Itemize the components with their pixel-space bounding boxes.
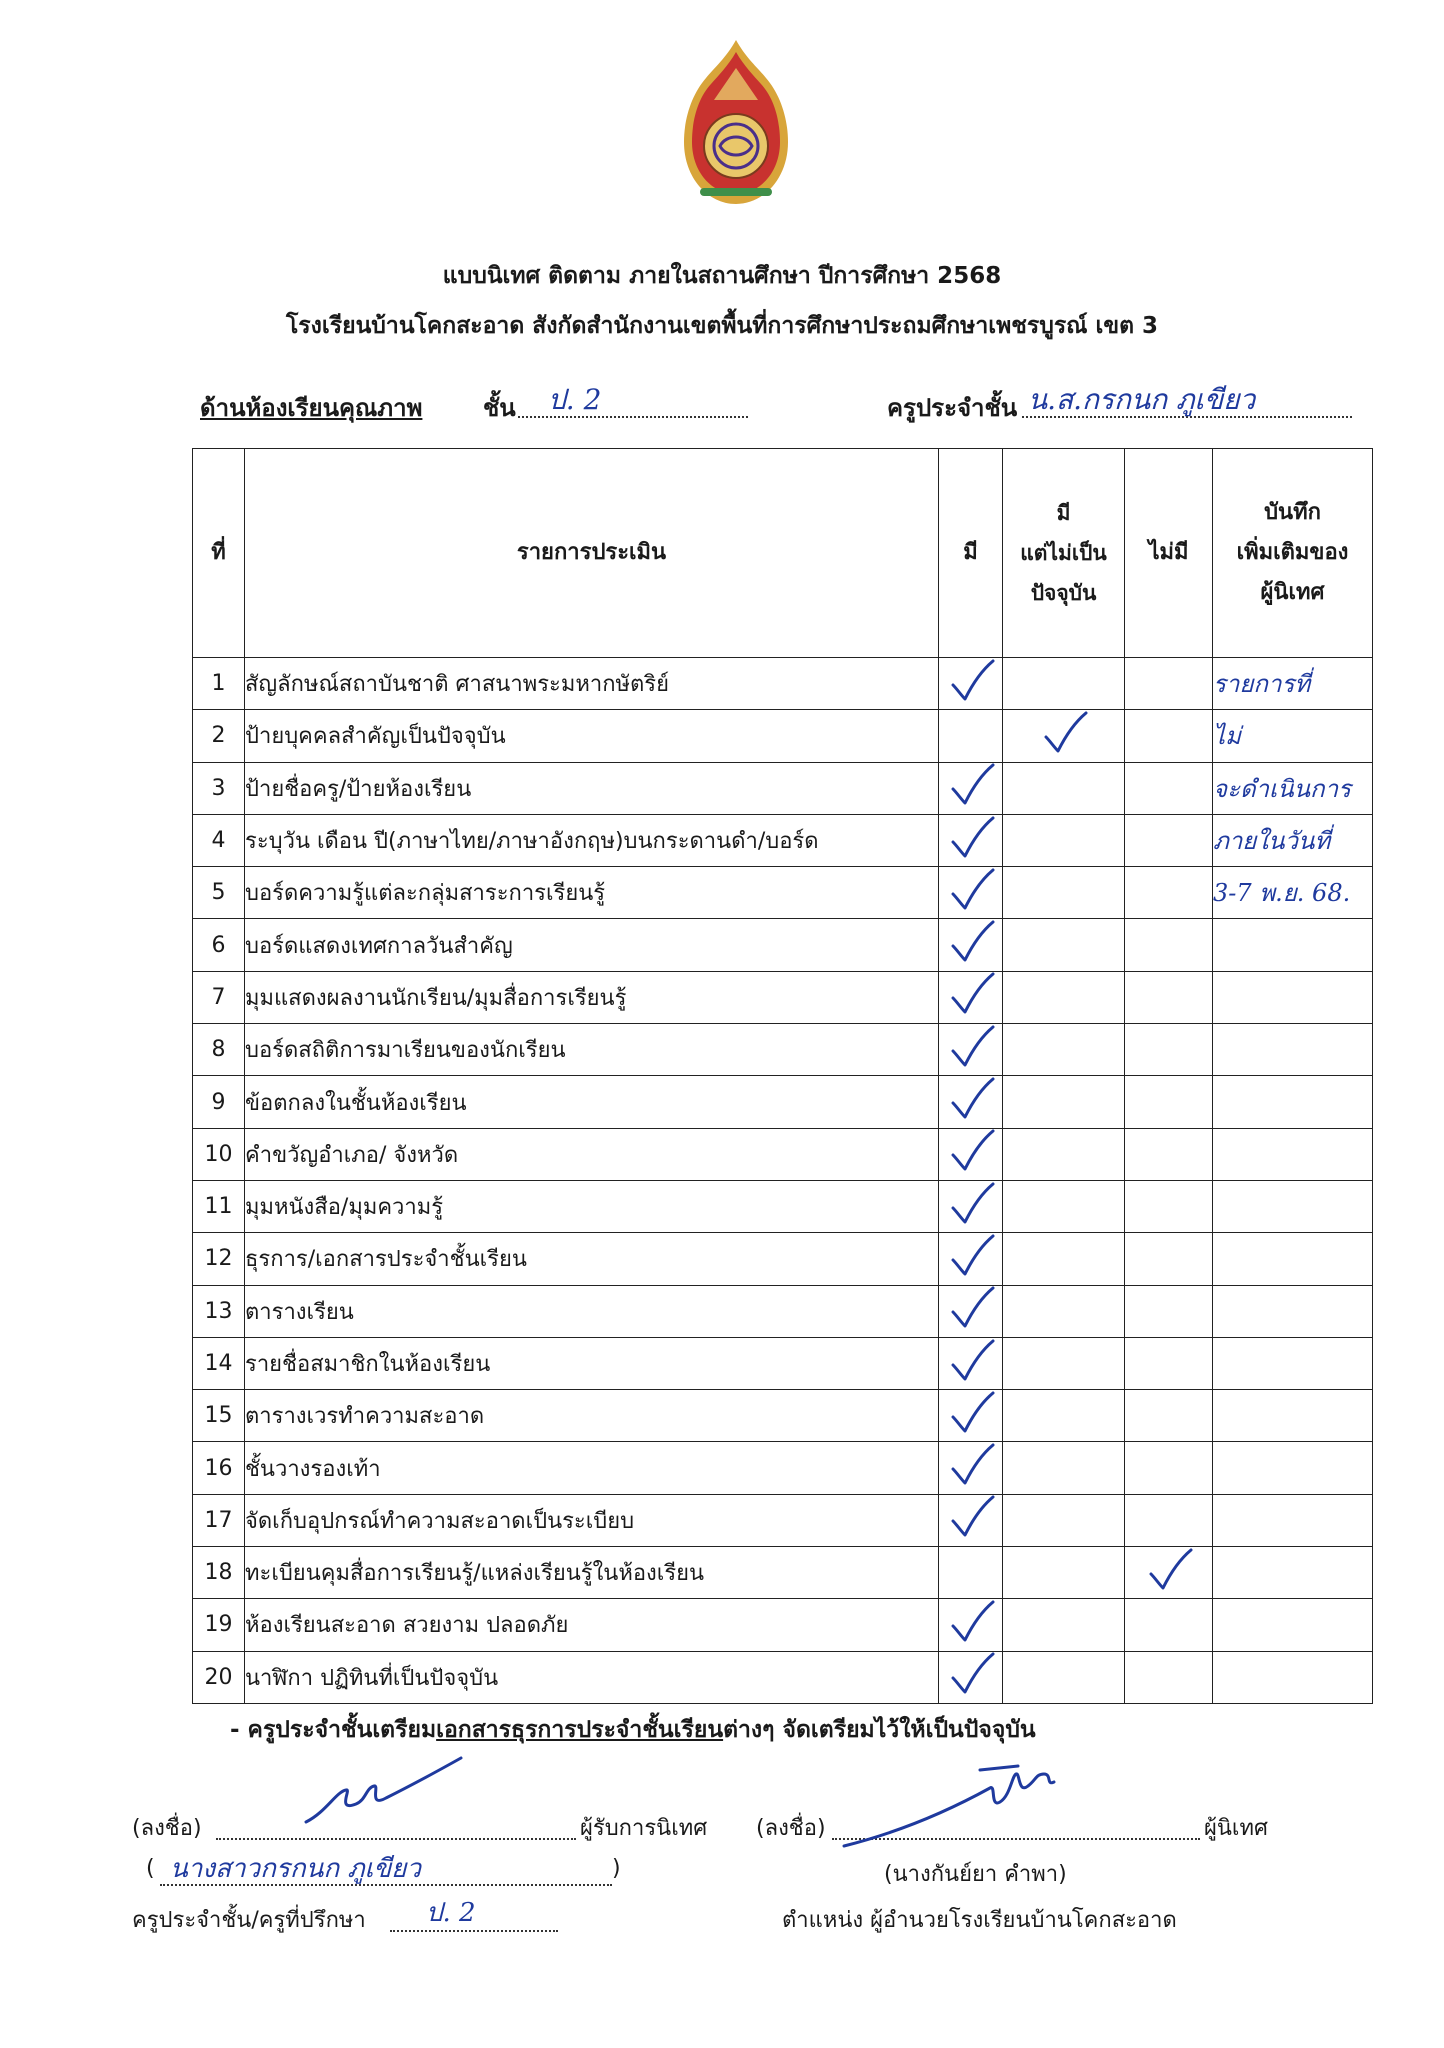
left-name-line xyxy=(160,1856,612,1886)
table-row xyxy=(193,1390,1373,1442)
row-item: ระบุวัน เดือน ปี(ภาษาไทย/ภาษาอังกฤษ)บนกระดานดำ/บอร์ด xyxy=(245,814,939,866)
cell-has xyxy=(939,867,1003,919)
table-row xyxy=(193,710,1373,762)
cell-has xyxy=(939,762,1003,814)
row-item: ธุรการ/เอกสารประจำชั้นเรียน xyxy=(245,1233,939,1285)
cell-none xyxy=(1125,971,1213,1023)
row-item: ป้ายชื่อครู/ป้ายห้องเรียน xyxy=(245,762,939,814)
cell-has xyxy=(939,1128,1003,1180)
cell-has xyxy=(939,1651,1003,1703)
cell-none xyxy=(1125,1076,1213,1128)
table-row xyxy=(193,971,1373,1023)
table-row xyxy=(193,1651,1373,1703)
row-number: 7 xyxy=(193,971,245,1023)
row-item: ห้องเรียนสะอาด สวยงาม ปลอดภัย xyxy=(245,1599,939,1651)
row-note xyxy=(1213,1233,1373,1285)
row-number: 18 xyxy=(193,1547,245,1599)
cell-has xyxy=(939,1390,1003,1442)
left-position-value: ป. 2 xyxy=(426,1898,476,1928)
evaluation-table xyxy=(192,448,1373,1704)
table-row xyxy=(193,919,1373,971)
row-item: บอร์ดแสดงเทศกาลวันสำคัญ xyxy=(245,919,939,971)
cell-has-not-current xyxy=(1003,1233,1125,1285)
check-mark-icon xyxy=(947,1129,995,1173)
row-note xyxy=(1213,814,1373,866)
cell-has-not-current xyxy=(1003,762,1125,814)
cell-has xyxy=(939,1494,1003,1546)
table-row xyxy=(193,1024,1373,1076)
cell-has xyxy=(939,1442,1003,1494)
cell-none xyxy=(1125,1180,1213,1232)
row-note xyxy=(1213,971,1373,1023)
cell-has-not-current xyxy=(1003,814,1125,866)
teacher-field xyxy=(1022,384,1352,418)
footer-note-suffix: ต่างๆ จัดเตรียมไว้ให้เป็นปัจจุบัน xyxy=(723,1717,1036,1743)
left-name-open: ( xyxy=(146,1856,155,1881)
check-mark-icon xyxy=(947,1495,995,1539)
row-number: 6 xyxy=(193,919,245,971)
cell-none xyxy=(1125,1337,1213,1389)
footer-note-prefix: - ครูประจำชั้นเตรียม xyxy=(230,1717,437,1743)
row-item: มุมหนังสือ/มุมความรู้ xyxy=(245,1180,939,1232)
row-note xyxy=(1213,762,1373,814)
left-name-close: ) xyxy=(612,1856,621,1881)
check-mark-icon xyxy=(1145,1548,1193,1592)
row-note xyxy=(1213,1547,1373,1599)
header-has: มี xyxy=(939,449,1003,658)
cell-has-not-current xyxy=(1003,1285,1125,1337)
left-sign-role: ผู้รับการนิเทศ xyxy=(580,1816,708,1841)
cell-none xyxy=(1125,1547,1213,1599)
school-affiliation: โรงเรียนบ้านโคกสะอาด สังกัดสำนักงานเขตพื้นที่การศึกษาประถมศึกษาเพชรบูรณ์ เขต 3 xyxy=(285,313,1159,339)
teacher-value: น.ส.กรกนก ภูเขียว xyxy=(1028,383,1256,416)
cell-has xyxy=(939,1180,1003,1232)
row-note xyxy=(1213,1128,1373,1180)
check-mark-icon xyxy=(947,1443,995,1487)
row-note xyxy=(1213,1494,1373,1546)
cell-none xyxy=(1125,1442,1213,1494)
row-note xyxy=(1213,919,1373,971)
cell-has-not-current xyxy=(1003,1599,1125,1651)
cell-has-not-current xyxy=(1003,1024,1125,1076)
table-row xyxy=(193,1233,1373,1285)
row-item: บอร์ดความรู้แต่ละกลุ่มสาระการเรียนรู้ xyxy=(245,867,939,919)
check-mark-icon xyxy=(947,816,995,860)
row-note xyxy=(1213,1651,1373,1703)
row-number: 10 xyxy=(193,1128,245,1180)
row-note-text: ภายในวันที่ xyxy=(1213,827,1331,856)
right-sign-label: (ลงชื่อ) xyxy=(756,1816,826,1841)
row-item: บอร์ดสถิติการมาเรียนของนักเรียน xyxy=(245,1024,939,1076)
row-note xyxy=(1213,1285,1373,1337)
check-mark-icon xyxy=(947,920,995,964)
row-number: 11 xyxy=(193,1180,245,1232)
row-note-text: 3-7 พ.ย. 68. xyxy=(1213,879,1351,908)
row-number: 3 xyxy=(193,762,245,814)
row-number: 19 xyxy=(193,1599,245,1651)
row-note xyxy=(1213,867,1373,919)
left-name: นางสาวกรกนก ภูเขียว xyxy=(170,1854,421,1884)
cell-has xyxy=(939,1547,1003,1599)
row-item: จัดเก็บอุปกรณ์ทำความสะอาดเป็นระเบียบ xyxy=(245,1494,939,1546)
table-row xyxy=(193,1128,1373,1180)
check-mark-icon xyxy=(947,659,995,703)
check-mark-icon xyxy=(947,763,995,807)
table-row xyxy=(193,1285,1373,1337)
check-mark-icon xyxy=(947,1600,995,1644)
check-mark-icon xyxy=(947,1025,995,1069)
check-mark-icon xyxy=(947,1077,995,1121)
row-item: รายชื่อสมาชิกในห้องเรียน xyxy=(245,1337,939,1389)
row-item: ตารางเรียน xyxy=(245,1285,939,1337)
check-mark-icon xyxy=(947,1234,995,1278)
check-mark-icon xyxy=(947,1391,995,1435)
cell-has-not-current xyxy=(1003,867,1125,919)
row-number: 1 xyxy=(193,658,245,710)
table-row xyxy=(193,658,1373,710)
cell-has xyxy=(939,710,1003,762)
check-mark-icon xyxy=(1040,711,1088,755)
row-note xyxy=(1213,1337,1373,1389)
check-mark-icon xyxy=(947,972,995,1016)
table-row xyxy=(193,762,1373,814)
row-item: ข้อตกลงในชั้นห้องเรียน xyxy=(245,1076,939,1128)
cell-none xyxy=(1125,1285,1213,1337)
check-mark-icon xyxy=(947,868,995,912)
cell-has-not-current xyxy=(1003,919,1125,971)
row-number: 4 xyxy=(193,814,245,866)
row-note xyxy=(1213,710,1373,762)
row-item: มุมแสดงผลงานนักเรียน/มุมสื่อการเรียนรู้ xyxy=(245,971,939,1023)
row-note xyxy=(1213,1180,1373,1232)
footer-note xyxy=(230,1712,1036,1748)
row-item: ป้ายบุคคลสำคัญเป็นปัจจุบัน xyxy=(245,710,939,762)
cell-none xyxy=(1125,658,1213,710)
form-title: แบบนิเทศ ติดตาม ภายในสถานศึกษา ปีการศึกษา 2568 xyxy=(442,263,1002,289)
cell-has xyxy=(939,1076,1003,1128)
cell-has-not-current xyxy=(1003,1547,1125,1599)
row-item: ตารางเวรทำความสะอาด xyxy=(245,1390,939,1442)
grade-label: ชั้น xyxy=(483,394,516,422)
cell-none xyxy=(1125,1390,1213,1442)
check-mark-icon xyxy=(947,1339,995,1383)
table-row xyxy=(193,814,1373,866)
cell-none xyxy=(1125,919,1213,971)
row-number: 9 xyxy=(193,1076,245,1128)
cell-has-not-current xyxy=(1003,658,1125,710)
row-number: 13 xyxy=(193,1285,245,1337)
row-number: 20 xyxy=(193,1651,245,1703)
row-note xyxy=(1213,1076,1373,1128)
cell-has xyxy=(939,814,1003,866)
row-number: 5 xyxy=(193,867,245,919)
row-item: นาฬิกา ปฏิทินที่เป็นปัจจุบัน xyxy=(245,1651,939,1703)
header-no: ที่ xyxy=(193,449,245,658)
cell-has xyxy=(939,1599,1003,1651)
right-position: ตำแหน่ง ผู้อำนวยโรงเรียนบ้านโคกสะอาด xyxy=(782,1908,1177,1933)
right-name: (นางกันย์ยา คำพา) xyxy=(884,1862,1067,1887)
row-number: 15 xyxy=(193,1390,245,1442)
row-note-text: จะดำเนินการ xyxy=(1213,774,1351,803)
cell-has xyxy=(939,1285,1003,1337)
header-note: บันทึก เพิ่มเติมของ ผู้นิเทศ xyxy=(1213,449,1373,658)
cell-has xyxy=(939,1233,1003,1285)
table-row xyxy=(193,1494,1373,1546)
table-header-row xyxy=(193,449,1373,658)
row-number: 17 xyxy=(193,1494,245,1546)
row-number: 2 xyxy=(193,710,245,762)
table-row xyxy=(193,867,1373,919)
cell-has xyxy=(939,919,1003,971)
row-item: คำขวัญอำเภอ/ จังหวัด xyxy=(245,1128,939,1180)
table-row xyxy=(193,1442,1373,1494)
left-signature-mark xyxy=(296,1752,466,1832)
cell-has-not-current xyxy=(1003,1180,1125,1232)
row-item: ทะเบียนคุมสื่อการเรียนรู้/แหล่งเรียนรู้ในห้องเรียน xyxy=(245,1547,939,1599)
cell-none xyxy=(1125,1024,1213,1076)
row-note xyxy=(1213,1390,1373,1442)
school-seal-logo xyxy=(676,38,796,210)
cell-none xyxy=(1125,1128,1213,1180)
check-mark-icon xyxy=(947,1652,995,1696)
row-note xyxy=(1213,1024,1373,1076)
cell-none xyxy=(1125,1651,1213,1703)
right-sign-role: ผู้นิเทศ xyxy=(1204,1816,1268,1841)
row-note xyxy=(1213,658,1373,710)
header-item: รายการประเมิน xyxy=(245,449,939,658)
row-number: 8 xyxy=(193,1024,245,1076)
table-row xyxy=(193,1337,1373,1389)
cell-none xyxy=(1125,814,1213,866)
cell-none xyxy=(1125,1599,1213,1651)
left-position-line xyxy=(390,1898,558,1932)
row-number: 14 xyxy=(193,1337,245,1389)
cell-has-not-current xyxy=(1003,1390,1125,1442)
cell-has-not-current xyxy=(1003,1076,1125,1128)
left-sign-label: (ลงชื่อ) xyxy=(132,1816,202,1841)
table-row xyxy=(193,1180,1373,1232)
section-label: ด้านห้องเรียนคุณภาพ xyxy=(200,394,423,422)
cell-none xyxy=(1125,1494,1213,1546)
check-mark-icon xyxy=(947,1182,995,1226)
cell-has-not-current xyxy=(1003,1128,1125,1180)
right-signature-mark xyxy=(840,1762,1060,1852)
row-number: 12 xyxy=(193,1233,245,1285)
grade-value: ป. 2 xyxy=(548,383,602,416)
footer-note-underlined: เอกสารธุรการประจำชั้นเรียน xyxy=(436,1717,724,1743)
cell-none xyxy=(1125,710,1213,762)
cell-has-not-current xyxy=(1003,1494,1125,1546)
cell-has xyxy=(939,971,1003,1023)
cell-has xyxy=(939,658,1003,710)
row-item: ชั้นวางรองเท้า xyxy=(245,1442,939,1494)
table-row xyxy=(193,1076,1373,1128)
table-row xyxy=(193,1599,1373,1651)
cell-has-not-current xyxy=(1003,1337,1125,1389)
header-none: ไม่มี xyxy=(1125,449,1213,658)
cell-none xyxy=(1125,867,1213,919)
table-row xyxy=(193,1547,1373,1599)
cell-has-not-current xyxy=(1003,710,1125,762)
header-has-not-current: มี แต่ไม่เป็น ปัจจุบัน xyxy=(1003,449,1125,658)
row-note-text: รายการที่ xyxy=(1213,670,1311,699)
left-position-label: ครูประจำชั้น/ครูที่ปรึกษา xyxy=(132,1908,366,1933)
row-note-text: ไม่ xyxy=(1213,722,1241,751)
cell-none xyxy=(1125,1233,1213,1285)
cell-has-not-current xyxy=(1003,971,1125,1023)
cell-has-not-current xyxy=(1003,1442,1125,1494)
grade-field xyxy=(518,384,748,418)
row-item: สัญลักษณ์สถาบันชาติ ศาสนาพระมหากษัตริย์ xyxy=(245,658,939,710)
check-mark-icon xyxy=(947,1286,995,1330)
row-note xyxy=(1213,1442,1373,1494)
teacher-label: ครูประจำชั้น xyxy=(887,394,1018,422)
cell-has-not-current xyxy=(1003,1651,1125,1703)
cell-none xyxy=(1125,762,1213,814)
row-note xyxy=(1213,1599,1373,1651)
cell-has xyxy=(939,1024,1003,1076)
cell-has xyxy=(939,1337,1003,1389)
row-number: 16 xyxy=(193,1442,245,1494)
